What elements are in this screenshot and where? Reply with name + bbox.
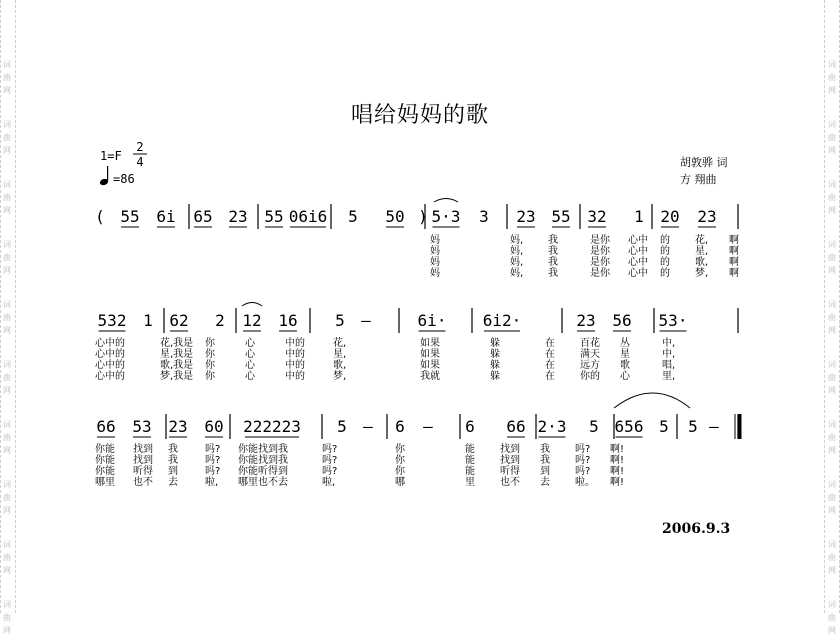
lyric-word: 在	[545, 360, 555, 371]
lyric-word: 我	[548, 246, 558, 257]
lyric-word: 你	[395, 455, 405, 466]
lyric-word: 啦,	[322, 477, 336, 488]
lyric-word: 的	[660, 235, 670, 246]
lyric-word: 你	[395, 444, 405, 455]
watermark-mark: 词 曲 网	[3, 600, 11, 635]
lyric-word: 妈,	[510, 246, 524, 257]
lyric-word: 躲	[490, 360, 500, 371]
note-group: 23	[576, 311, 596, 330]
watermark-mark: 词 曲 网	[3, 180, 11, 215]
note-group: 53	[132, 417, 152, 436]
lyric-word: 歌,我是	[160, 360, 194, 371]
note-group: –	[363, 417, 373, 436]
note-group: 23	[228, 207, 248, 226]
note-group: 23	[168, 417, 188, 436]
watermark-mark: 词 曲 网	[3, 420, 11, 455]
note-group: 5	[589, 417, 599, 436]
lyric-word: 我	[168, 444, 178, 455]
note-group: 60	[204, 417, 224, 436]
watermark-mark: 词 曲 网	[3, 360, 11, 395]
note-group: –	[423, 417, 433, 436]
lyric-word: 中的	[285, 349, 305, 360]
slur-arc	[614, 393, 690, 408]
note-group: 5	[337, 417, 347, 436]
lyric-word: 吗?	[322, 466, 338, 477]
lyric-word: 唱,	[662, 360, 676, 371]
lyric-word: 啊	[729, 235, 739, 246]
lyric-word: 你能听得到	[238, 466, 288, 477]
lyric-word: 妈	[430, 268, 440, 279]
lyric-word: 啊	[729, 246, 739, 257]
lyric-word: 到	[168, 466, 178, 477]
lyric-word: 到	[540, 466, 550, 477]
lyric-word: 你能	[95, 455, 115, 466]
lyric-word: 妈	[430, 257, 440, 268]
note-group: 6	[465, 417, 475, 436]
note-group: 6	[395, 417, 405, 436]
note-group: 66	[96, 417, 116, 436]
lyric-word: 如果	[420, 360, 440, 371]
lyric-word: 丛	[620, 338, 630, 349]
note-group: 1	[143, 311, 153, 330]
lyric-word: 梦,	[695, 268, 709, 279]
lyric-word: 心中的	[95, 360, 125, 371]
lyric-word: 你	[205, 360, 215, 371]
lyric-word: 里	[465, 477, 475, 488]
lyric-word: 中的	[285, 360, 305, 371]
lyric-word: 花,	[695, 235, 709, 246]
lyric-word: 找到	[133, 455, 153, 466]
lyric-word: 躲	[490, 349, 500, 360]
lyric-word: 梦,我是	[160, 371, 194, 382]
note-group: 62	[169, 311, 189, 330]
note-group: 20	[660, 207, 680, 226]
note-group: –	[709, 417, 719, 436]
note-group: 532	[97, 311, 127, 330]
lyric-word: 是你	[590, 268, 610, 279]
lyric-word: 心中的	[95, 338, 125, 349]
lyric-word: 哪	[395, 477, 405, 488]
lyric-word: 吗?	[575, 455, 591, 466]
lyric-word: 花,我是	[160, 338, 194, 349]
note-group: 66	[506, 417, 526, 436]
note-group: 23	[697, 207, 717, 226]
lyric-word: 心	[620, 371, 630, 382]
slur-arc	[434, 199, 458, 203]
lyric-word: 心	[245, 349, 255, 360]
note-group: 656	[614, 417, 644, 436]
lyric-word: 中的	[285, 338, 305, 349]
lyric-word: 啊!	[610, 477, 625, 488]
lyric-word: 妈	[430, 246, 440, 257]
watermark-mark: 词 曲 网	[3, 300, 11, 335]
lyric-word: 歌,	[333, 360, 347, 371]
note-group: 2	[215, 311, 225, 330]
lyric-word: 的	[660, 257, 670, 268]
lyric-word: 我	[540, 455, 550, 466]
lyric-word: 中,	[662, 349, 676, 360]
note-group: 55	[264, 207, 284, 226]
lyric-word: 心中的	[95, 349, 125, 360]
date-stamp: 2006.9.3	[662, 521, 731, 537]
note-group: 12	[242, 311, 262, 330]
lyric-word: 能	[465, 444, 475, 455]
lyric-word: 去	[168, 477, 178, 488]
lyric-word: 星	[620, 349, 630, 360]
lyric-word: 中的	[285, 371, 305, 382]
lyric-word: 星,我是	[160, 349, 194, 360]
lyric-word: 我就	[420, 371, 440, 382]
lyric-word: 你能找到我	[238, 444, 288, 455]
watermark-mark: 词 曲 网	[828, 600, 836, 635]
song-title: 唱给妈妈的歌	[350, 103, 489, 128]
lyric-word: 吗?	[205, 455, 221, 466]
lyric-word: 啊!	[610, 466, 625, 477]
lyric-word: 妈,	[510, 257, 524, 268]
watermark-mark: 词 曲 网	[3, 120, 11, 155]
note-group: 1	[634, 207, 644, 226]
lyric-word: 我	[548, 257, 558, 268]
lyric-word: 躲	[490, 371, 500, 382]
lyric-word: 心	[245, 338, 255, 349]
lyric-word: 能	[465, 466, 475, 477]
lyric-word: 啊	[729, 268, 739, 279]
lyric-word: 也不	[133, 477, 153, 488]
time-signature-top: 2	[136, 140, 144, 154]
lyric-word: 啊!	[610, 444, 625, 455]
lyric-word: 在	[545, 338, 555, 349]
key-signature: 1=F	[100, 149, 122, 163]
lyric-word: 也不	[500, 477, 520, 488]
lyric-word: 找到	[133, 444, 153, 455]
note-group: 6i2·	[482, 311, 522, 330]
lyric-word: 吗?	[575, 466, 591, 477]
watermark-mark: 词 曲 网	[828, 60, 836, 95]
lyric-word: 在	[545, 349, 555, 360]
note-group: 06i6	[288, 207, 328, 226]
note-group: 55	[551, 207, 571, 226]
lyric-word: 你能	[95, 466, 115, 477]
lyric-word: 里,	[662, 371, 676, 382]
lyric-word: 中,	[662, 338, 676, 349]
lyric-word: 星,	[333, 349, 347, 360]
lyric-word: 你能	[95, 444, 115, 455]
watermark-mark: 词 曲 网	[828, 480, 836, 515]
watermark-mark: 词 曲 网	[828, 420, 836, 455]
note-group: 222223	[243, 417, 301, 436]
lyric-word: 躲	[490, 338, 500, 349]
note-group: 23	[516, 207, 536, 226]
lyric-word: 歌,	[695, 257, 709, 268]
watermark-mark: 词 曲 网	[828, 300, 836, 335]
lyric-word: 吗?	[322, 444, 338, 455]
lyric-word: 听得	[133, 466, 153, 477]
lyric-word: 远方	[580, 360, 600, 371]
lyric-word: 歌	[620, 360, 630, 371]
lyric-word: 吗?	[322, 455, 338, 466]
lyric-word: 哪里	[95, 477, 115, 488]
watermark-mark: 词 曲 网	[3, 540, 11, 575]
note-group: 65	[193, 207, 213, 226]
note-group: 6i·	[417, 311, 447, 330]
note-group: –	[361, 311, 371, 330]
watermark-mark: 词 曲 网	[828, 240, 836, 275]
lyric-word: 找到	[500, 444, 520, 455]
watermark-mark: 词 曲 网	[828, 180, 836, 215]
note-group: )	[418, 207, 428, 226]
lyric-word: 你	[205, 349, 215, 360]
lyric-word: 你	[395, 466, 405, 477]
lyric-word: 心中	[628, 235, 648, 246]
watermark-mark: 词 曲 网	[828, 540, 836, 575]
note-group: (	[95, 207, 105, 226]
lyric-word: 如果	[420, 338, 440, 349]
composer-credit: 方 翔曲	[680, 173, 717, 186]
lyric-word: 啦。	[575, 477, 595, 488]
lyric-word: 是你	[590, 246, 610, 257]
note-group: 5	[688, 417, 698, 436]
note-group: 6i	[156, 207, 176, 226]
time-signature-bottom: 4	[136, 155, 144, 169]
lyric-word: 是你	[590, 257, 610, 268]
lyric-word: 哪里也不去	[238, 477, 288, 488]
lyric-word: 能	[465, 455, 475, 466]
lyric-word: 心中	[628, 268, 648, 279]
lyric-word: 你	[205, 371, 215, 382]
tempo-marking: =86	[113, 172, 135, 186]
lyric-word: 在	[545, 371, 555, 382]
lyric-word: 是你	[590, 235, 610, 246]
lyric-word: 妈,	[510, 235, 524, 246]
lyric-word: 我	[548, 235, 558, 246]
note-group: 2·3	[537, 417, 567, 436]
lyric-word: 梦,	[333, 371, 347, 382]
lyric-word: 你	[205, 338, 215, 349]
lyric-word: 你能找到我	[238, 455, 288, 466]
lyricist-credit: 胡敦骅 词	[680, 156, 728, 169]
lyric-word: 心中的	[95, 371, 125, 382]
note-group: 50	[385, 207, 405, 226]
lyric-word: 的	[660, 246, 670, 257]
lyric-word: 我	[548, 268, 558, 279]
lyric-word: 星,	[695, 246, 709, 257]
note-group: 56	[612, 311, 632, 330]
lyric-word: 百花	[580, 338, 600, 349]
lyric-word: 听得	[500, 466, 520, 477]
note-group: 55	[120, 207, 140, 226]
slur-arc	[242, 303, 262, 307]
lyric-word: 吗?	[205, 466, 221, 477]
lyric-word: 心中	[628, 246, 648, 257]
lyric-word: 妈	[430, 235, 440, 246]
lyric-word: 如果	[420, 349, 440, 360]
lyric-word: 找到	[500, 455, 520, 466]
lyric-word: 我	[540, 444, 550, 455]
lyric-word: 啊!	[610, 455, 625, 466]
lyric-word: 心中	[628, 257, 648, 268]
lyric-word: 去	[540, 477, 550, 488]
watermark-mark: 词 曲 网	[3, 240, 11, 275]
lyric-word: 啊	[729, 257, 739, 268]
lyric-word: 心	[245, 371, 255, 382]
lyric-word: 吗?	[205, 444, 221, 455]
note-group: 5·3	[431, 207, 461, 226]
lyric-word: 妈,	[510, 268, 524, 279]
note-group: 32	[587, 207, 607, 226]
watermark-mark: 词 曲 网	[3, 60, 11, 95]
watermark-mark: 词 曲 网	[828, 360, 836, 395]
lyric-word: 啦,	[205, 477, 219, 488]
note-group: 3	[479, 207, 489, 226]
note-group: 53·	[658, 311, 688, 330]
lyric-word: 心	[245, 360, 255, 371]
lyric-word: 我	[168, 455, 178, 466]
note-group: 5	[659, 417, 669, 436]
lyric-word: 吗?	[575, 444, 591, 455]
note-group: 5	[335, 311, 345, 330]
note-group: 16	[278, 311, 298, 330]
lyric-word: 满天	[580, 349, 600, 360]
watermark-mark: 词 曲 网	[3, 480, 11, 515]
watermark-mark: 词 曲 网	[828, 120, 836, 155]
lyric-word: 你的	[580, 371, 600, 382]
lyric-word: 的	[660, 268, 670, 279]
note-group: 5	[348, 207, 358, 226]
lyric-word: 花,	[333, 338, 347, 349]
